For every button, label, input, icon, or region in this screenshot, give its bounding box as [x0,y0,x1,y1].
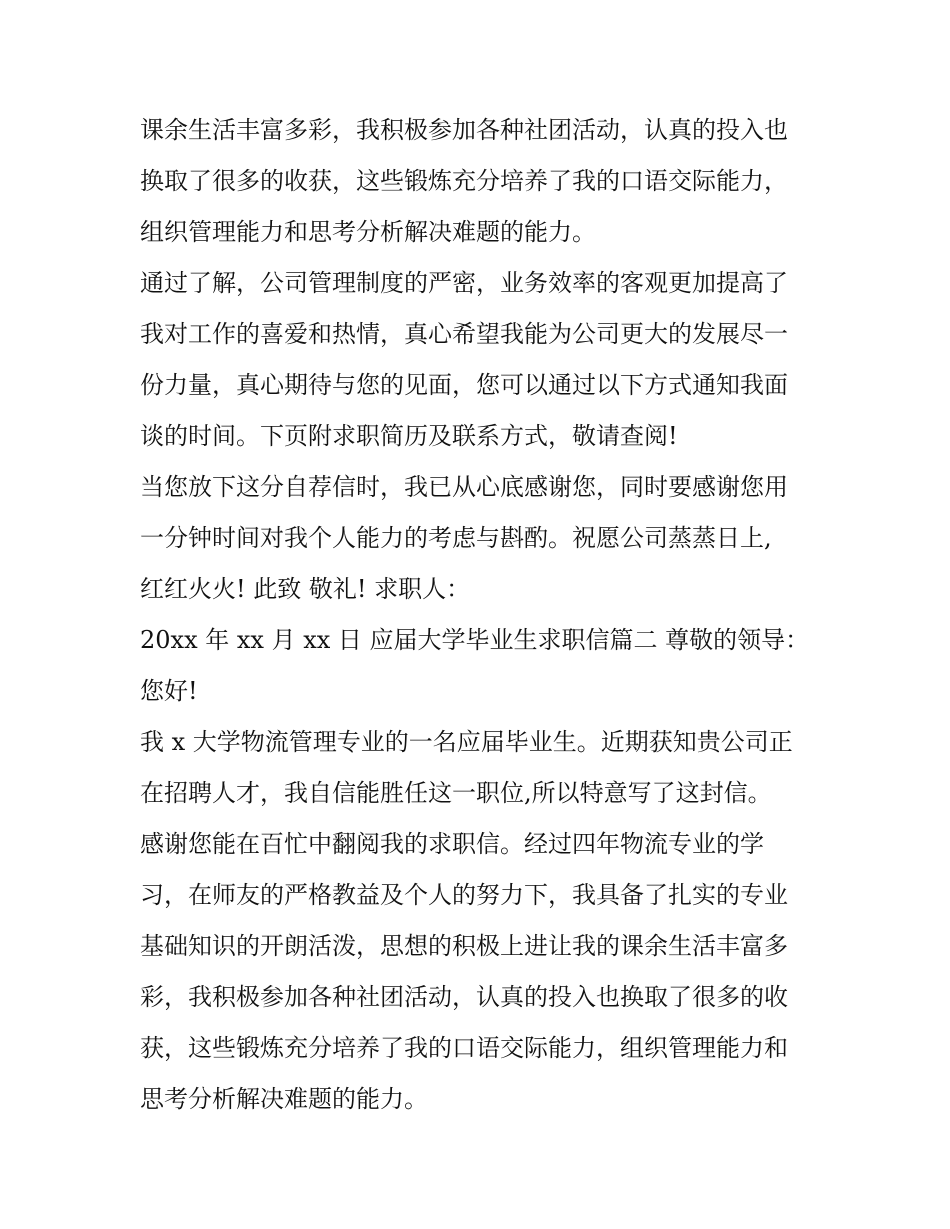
text-line: 思考分析解决难题的能力。 [140,1085,428,1113]
text-line: 感谢您能在百忙中翻阅我的求职信。经过四年物流专业的学 [140,830,764,858]
text-line: 红红火火! 此致 敬礼! 求职人： [140,575,471,603]
text-line: 组织管理能力和思考分析解决难题的能力。 [140,218,596,246]
text-line: 通过了解，公司管理制度的严密，业务效率的客观更加提高了 [140,269,788,297]
text-line: 我 x 大学物流管理专业的一名应届毕业生。近期获知贵公司正 [140,728,793,756]
text-line: 换取了很多的收获，这些锻炼充分培养了我的口语交际能力， [140,167,788,195]
text-line: 在招聘人才，我自信能胜任这一职位,所以特意写了这封信。 [140,779,772,807]
text-line: 一分钟时间对我个人能力的考虑与斟酌。祝愿公司蒸蒸日上, [140,524,772,552]
text-line: 获，这些锻炼充分培养了我的口语交际能力，组织管理能力和 [140,1034,788,1062]
text-line: 当您放下这分自荐信时，我已从心底感谢您，同时要感谢您用 [140,473,788,501]
text-line: 20xx 年 xx 月 xx 日 应届大学毕业生求职信篇二 尊敬的领导： [140,626,810,654]
text-line: 习，在师友的严格教益及个人的努力下，我具备了扎实的专业 [140,881,788,909]
text-line: 您好! [140,677,198,705]
text-line: 谈的时间。下页附求职简历及联系方式，敬请查阅! [140,422,678,450]
text-line: 份力量，真心期待与您的见面，您可以通过以下方式通知我面 [140,371,788,399]
text-line: 彩，我积极参加各种社团活动，认真的投入也换取了很多的收 [140,983,788,1011]
text-line: 课余生活丰富多彩，我积极参加各种社团活动，认真的投入也 [140,116,788,144]
text-line: 基础知识的开朗活泼，思想的积极上进让我的课余生活丰富多 [140,932,788,960]
text-line: 我对工作的喜爱和热情，真心希望我能为公司更大的发展尽一 [140,320,788,348]
